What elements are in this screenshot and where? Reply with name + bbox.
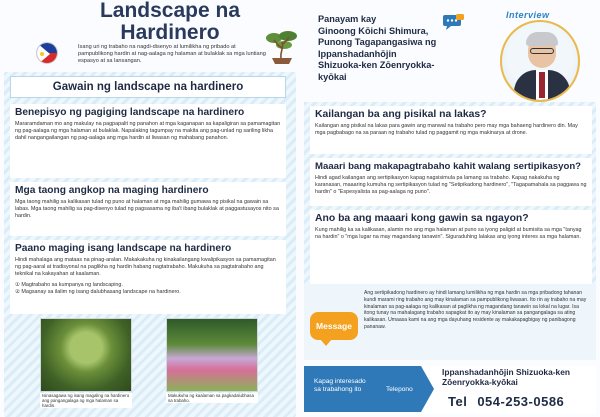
question-card: [310, 106, 592, 154]
question-heading: Maaari bang makapagtrabaho kahit walang sertipikasyon?: [315, 161, 582, 172]
question-answer: Kailangan ang pisikal na lakas para gawin ang manwal na trabaho pero may mga bahaeng hardinero din. May mga pagbabago na sa paraan ng trabaho tulad ng paggamit ng mga makinarya at drone.: [315, 123, 578, 136]
section-banner: Gawain ng landscape na hardinero: [10, 76, 286, 98]
title-line-2: Hardinero: [120, 21, 220, 44]
message-label: Message: [310, 312, 358, 340]
garden-photo-2: [166, 318, 258, 392]
suitable-people-card: [10, 182, 286, 236]
list-item: ② Magsanay sa ilalim ng isang dalubhasang landscape na hardinero.: [15, 289, 181, 295]
benefits-heading: Benepisyo ng pagiging landscape na hardinero: [15, 107, 245, 118]
how-to-list: [15, 282, 281, 296]
question-answer: Hindi agad kailangan ang sertipikasyon kapag nagsisimula pa lamang sa trabaho. Kapag nakakuha ng karanasan, maaaring kumuha ng sertipikasyon tulad ng "Setipikadong hardinero", "Tagapamahala sa paggawa ng hardin" o "Espesyalista sa pag-aalaga ng puno".: [315, 175, 587, 195]
benefits-card: [10, 104, 286, 178]
question-heading: Ano ba ang maaari kong gawin sa ngayon?: [315, 213, 529, 224]
chat-bubble-icon: [442, 14, 464, 30]
how-to-body: Hindi mahalaga ang mataas na pinag-aralan. Makakakuha ng kinakailangang kwalipikasyon sa pamamagitan ng pag-aaral at tradisyonal na paglikha ng hardin habang nagtatrabaho. Makukuha sa pagtatrabaho ang teknikal na kakayahan at kaalaman.: [15, 257, 276, 277]
interview-title: [318, 14, 498, 83]
question-heading: Kailangan ba ang pisikal na lakas?: [315, 109, 487, 120]
question-card: [310, 158, 592, 206]
garden-photo-1: [40, 318, 132, 392]
how-to-heading: Paano maging isang landscape na hardinero: [15, 243, 232, 254]
suitable-people-body: Mga taong mahilig sa kalikasan tulad ng puno at halaman at mga mahilig gumawa ng pisikal na gawain sa labas. Mga taong mahilig sa pag-disenyo tulad ng pagsasama ng iba't ibang bulaklak at paggastusayos nito sa hardin.: [15, 199, 279, 219]
interview-badge: Interview: [506, 10, 550, 20]
interview-title-line: Ginoong Kōichi Shimura,: [318, 25, 429, 36]
interviewee-portrait: [500, 20, 580, 102]
telephone-label: Telepono: [386, 386, 413, 393]
interview-title-line: Shizuoka-ken Zōenryokka-: [318, 60, 435, 70]
page-title: [60, 0, 280, 44]
organization-line: Zōenryokka-kyōkai: [442, 376, 518, 387]
interview-title-line: Punong Tagapangasiwa ng: [318, 37, 437, 47]
benefits-body: Mararamdaman mo ang makulay na pagpapalit ng panahon at mga kaganapan sa kapaligiran sa pamamagitan ng pag-aalaga ng mga halaman at bulaklak. Napalaking tagumpay na makita ang pag-unlad ng sariling likha dahil nangangailangan ng pag-aalaga ang mga hardin at liwasan ng mahabang panahon.: [15, 121, 281, 141]
how-to-card: [10, 240, 286, 314]
suitable-people-heading: Mga taong angkop na maging hardinero: [15, 185, 209, 196]
title-line-1: Landscape na: [99, 0, 241, 22]
philippine-flag-icon: [36, 42, 58, 64]
organization-line: Ippanshadanhōjin Shizuoka-ken: [442, 367, 570, 377]
bonsai-icon: [264, 28, 300, 66]
question-answer: Kung mahilig ka sa kalikasan, alamin mo ang mga halaman at puno sa iyong paligid at bumisita sa mga "tanyag na hardin" o "mga lugar na may magandang tanawin". Siguraduhing lalakas ang iyong interes sa mga halaman.: [315, 227, 582, 240]
tel-prefix: Tel: [448, 394, 468, 409]
contact-arrow-text: Kapag interesado sa trabahong ito: [314, 378, 366, 393]
interview-title-line: Ippanshadanhōjin: [318, 48, 397, 59]
telephone-number: [448, 394, 564, 409]
interview-title-line: kyōkai: [318, 71, 347, 82]
message-body: Ang sertipikadong hardinero ay hindi lamang lumilikha ng mga hardin sa mga pribadong tahanan kundi marami ring trabaho ang may kinalaman sa pampublikong liwasan. Ito rin ay trabaho na may kinalaman sa pag-aalaga ng kalikasan at paglikha ng magandang tanawin sa lokal na lugar. Isa itong tunay na mahalagang trabaho sapagkat ito ay may kinalaman sa pangangalaga sa ating kalikasan. Umaasa kami na ang mga dayuhang residente ay makakapagbigay ng panibagong pananaw.: [364, 290, 587, 330]
list-item: ① Magtrabaho sa kumpanya ng landscaping.: [15, 282, 123, 288]
intro-text: Isang uri ng trabaho na nagdi-disenyo at lumilikha ng pribado at pampublikong hardin at nag-aalaga ng halaman at bulaklak sa mga luntiang espasyo at sa lansangan.: [78, 44, 266, 64]
organization-name: [442, 368, 592, 387]
photo-caption-2: Makukuha ng kaalaman sa pagkadalubhasa sa trabaho.: [166, 393, 258, 403]
photo-caption-1: Isinasagawa ng isang magaling na hardinero ang pangangalaga ng mga halaman sa hardin.: [40, 393, 132, 408]
tel-number: 054-253-0586: [477, 394, 565, 409]
interview-title-line: Panayam kay: [318, 14, 377, 24]
